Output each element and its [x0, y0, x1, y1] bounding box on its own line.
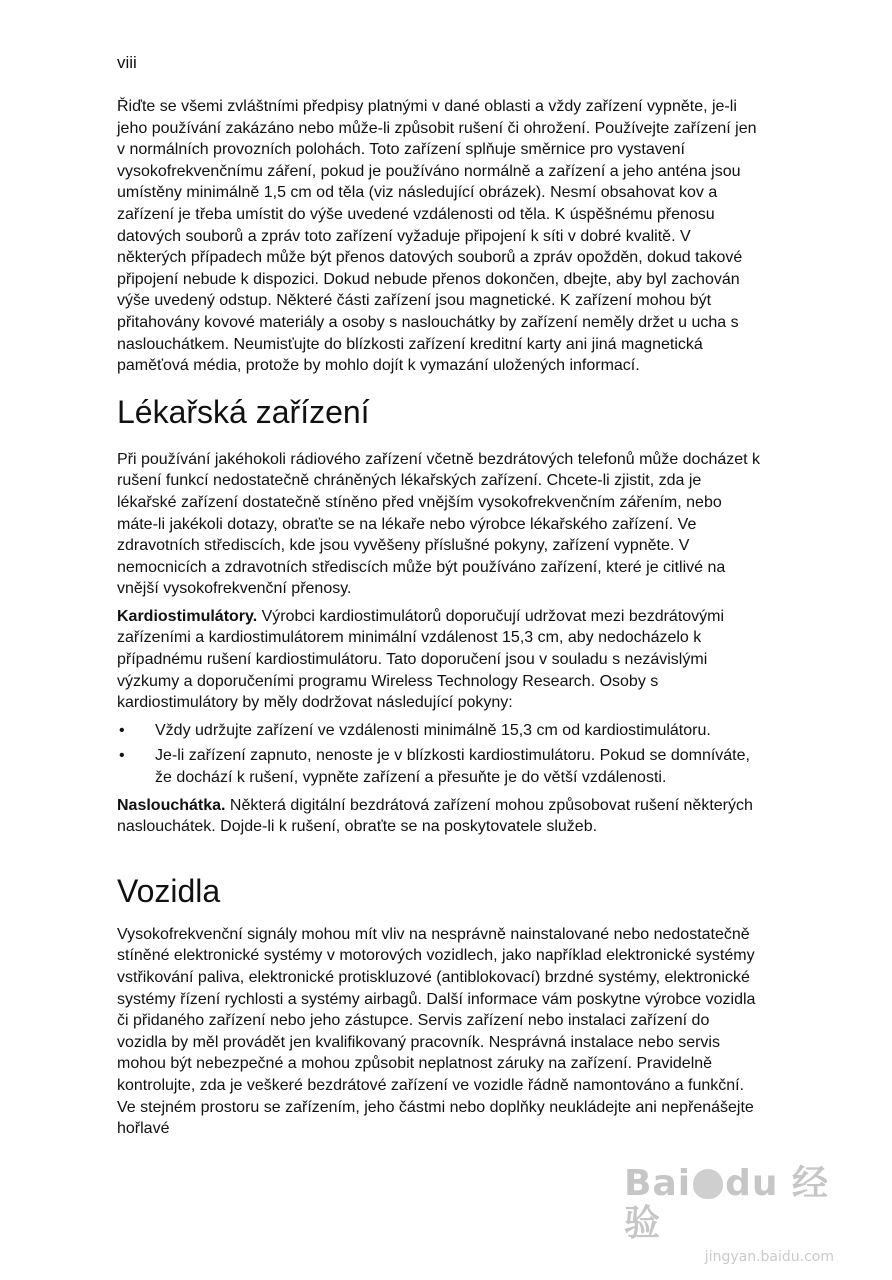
pacemaker-guidelines-list — [117, 720, 762, 789]
pacemakers-label: Kardiostimulátory. — [117, 607, 258, 625]
watermark-logo-left: Bai — [624, 1163, 692, 1204]
bullet-icon: • — [119, 747, 125, 765]
hearing-aids-label: Naslouchátka. — [117, 796, 226, 814]
hearing-aids-paragraph — [117, 795, 762, 838]
watermark-logo — [624, 1164, 834, 1244]
paw-icon — [693, 1169, 723, 1199]
pacemakers-paragraph — [117, 606, 762, 714]
list-item-text: Vždy udržujte zařízení ve vzdálenosti minimálně 15,3 cm od kardiostimulátoru. — [155, 721, 711, 739]
list-item — [117, 720, 762, 742]
intro-paragraph: Řiďte se všemi zvláštními předpisy platnými v dané oblasti a vždy zařízení vypněte, je-li jeho používání zakázáno nebo může-li způsobit rušení či ohrožení. Používejte zařízení jen v normálních provozních polohách. Toto zařízení splňuje směrnice pro vystavení vysokofrekvenčnímu záření, pokud je používáno normálně a zařízení a jeho anténa jsou umístěny minimálně 1,5 cm od těla (viz následující obrázek). Nesmí obsahovat kov a zařízení je třeba umístit do výše uvedené vzdálenosti od těla. K úspěšnému přenosu datových souborů a zpráv toto zařízení vyžaduje připojení k síti v dobré kvalitě. V některých případech může být přenos datových souborů a zpráv opožděn, dokud takové připojení nebude k dispozici. Dokud nebude přenos dokončen, dbejte, aby byl zachován výše uvedený odstup. Některé části zařízení jsou magnetické. K zařízení mohou být přitahovány kovové materiály a osoby s naslouchátky by zařízení neměly držet u ucha s naslouchátkem. Neumisťujte do blízkosti zařízení kreditní karty ani jiná magnetická paměťová média, protože by mohlo dojít k vymazání uložených informací. — [117, 98, 757, 375]
pacemakers-text: Výrobci kardiostimulátorů doporučují udržovat mezi bezdrátovými zařízeními a kardiostimulátorem minimální vzdálenost 15,3 cm, aby nedocházelo k případnému rušení kardiostimulátoru. Tato doporučení jsou v souladu s nezávislými výzkumy a doporučeními programu Wireless Technology Research. Osoby s kardiostimulátory by měly dodržovat následující pokyny: — [117, 607, 725, 712]
baidu-watermark — [624, 1163, 834, 1265]
vehicles-paragraph: Vysokofrekvenční signály mohou mít vliv na nesprávně nainstalované nebo nedostatečně stíněné elektronické systémy v motorových vozidlech, jako například elektronické systémy vstřikování paliva, elektronické protiskluzové (antiblokovací) brzdné systémy, elektronické systémy řízení rychlosti a systémy airbagů. Další informace vám poskytne výrobce vozidla či přidaného zařízení nebo jeho zástupce. Servis zařízení nebo instalaci zařízení do vozidla by měl provádět jen kvalifikovaný pracovník. Nesprávná instalace nebo servis mohou být nebezpečné a mohou způsobit neplatnost záruky na zařízení. Pravidelně kontrolujte, zda je veškeré bezdrátové zařízení ve vozidle řádně namontováno a funkční. Ve stejném prostoru se zařízením, jeho částmi nebo doplňky neukládejte ani nepřenášejte hořlavé — [117, 925, 756, 1138]
list-item-text: Je-li zařízení zapnuto, nenoste je v blízkosti kardiostimulátoru. Pokud se domníváte, že dochází k rušení, vypněte zařízení a přesuňte je do větší vzdálenosti. — [155, 747, 750, 787]
watermark-url: jingyan.baidu.com — [704, 1249, 834, 1265]
list-item — [117, 745, 762, 788]
document-page — [117, 52, 762, 1146]
page-number: viii — [117, 53, 137, 72]
bullet-icon: • — [119, 721, 125, 739]
section-heading-medical: Lékařská zařízení — [117, 393, 370, 430]
section-heading-vehicles: Vozidla — [117, 872, 221, 909]
medical-paragraph: Při používání jakéhokoli rádiového zařízení včetně bezdrátových telefonů může docházet k rušení funkcí nedostatečně chráněných lékařských zařízení. Chcete-li zjistit, zda je lékařské zařízení dostatečně stíněno před vnějším vysokofrekvenčním zářením, nebo máte-li jakékoli dotazy, obraťte se na lékaře nebo výrobce lékařského zařízení. Ve zdravotních střediscích, kde jsou vyvěšeny příslušné pokyny, zařízení vypněte. V nemocnicích a zdravotních střediscích může být používáno zařízení, které je citlivé na vnější vysokofrekvenční přenosy. — [117, 450, 761, 598]
hearing-aids-text: Některá digitální bezdrátová zařízení mohou způsobovat rušení některých naslouchátek. Dojde-li k rušení, obraťte se na poskytovatele služeb. — [117, 796, 753, 836]
watermark-logo-right: du 经验 — [624, 1163, 830, 1244]
